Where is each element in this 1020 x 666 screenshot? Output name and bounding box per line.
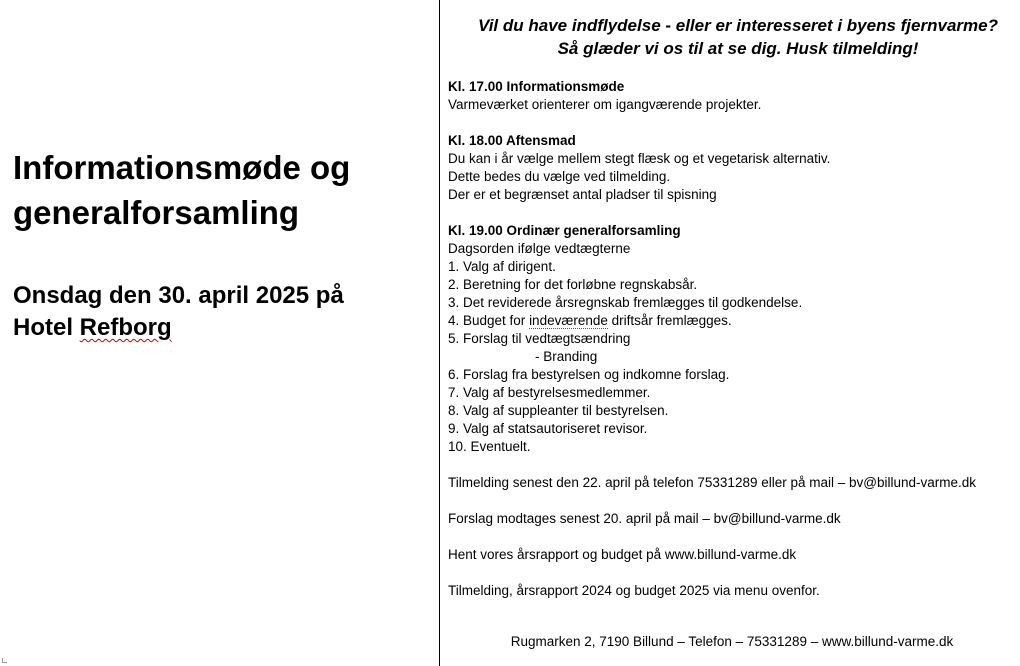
report-note: Hent vores årsrapport og budget på www.billund-varme.dk [448,547,797,562]
agenda-item: 6. Forslag fra bestyrelsen og indkomne forslag. [448,367,730,382]
signup-note: Tilmelding senest den 22. april på telefon 75331289 eller på mail – bv@billund-varme.dk [448,475,977,490]
agenda-item: 1. Valg af dirigent. [448,259,556,274]
info-heading: Kl. 17.00 Informationsmøde [448,79,625,94]
title-line-2: generalforsamling [13,194,300,231]
footer-contact: Rugmarken 2, 7190 Billund – Telefon – 75331289 – www.billund-varme.dk [510,634,954,649]
proposals-note: Forslag modtages senest 20. april på mail – bv@billund-varme.dk [448,511,841,526]
agenda-item: 9. Valg af statsautoriseret revisor. [448,421,648,436]
agenda-item: 7. Valg af bestyrelsesmedlemmer. [448,385,651,400]
menu-note: Tilmelding, årsrapport 2024 og budget 2025 via menu ovenfor. [448,583,820,598]
agenda-4-word: indeværende [529,313,608,328]
agenda-item: 10. Eventuelt. [448,439,531,454]
dinner-line: Du kan i år vælge mellem stegt flæsk og et vegetarisk alternativ. [448,151,831,166]
agenda-item: 2. Beretning for det forløbne regnskabsår. [448,277,698,292]
corner-mark [2,658,7,663]
subtitle-prefix: Hotel [13,314,80,341]
agenda-item: 8. Valg af suppleanter til bestyrelsen. [448,403,669,418]
dinner-line: Der er et begrænset antal pladser til spisning [448,187,717,202]
headline-line-1: Vil du have indflydelse - eller er interesseret i byens fjernvarme? [478,16,998,35]
dinner-heading: Kl. 18.00 Aftensmad [448,133,576,148]
assembly-heading: Kl. 19.00 Ordinær generalforsamling [448,223,681,238]
headline-line-2: Så glæder vi os til at se dig. Husk tilmelding! [557,39,919,58]
dinner-line: Dette bedes du vælge ved tilmelding. [448,169,671,184]
subtitle-line-1: Onsdag den 30. april 2025 på [13,282,344,309]
subtitle-line-2 [13,312,433,344]
event-date-venue [13,280,433,344]
right-panel [440,0,1020,666]
agenda-item [448,312,1016,330]
title-line-1: Informationsmøde og [13,149,351,186]
page-title [13,145,433,235]
info-text: Varmeværket orienterer om igangværende projekter. [448,97,762,112]
venue-name: Refborg [79,314,172,341]
invitation-headline [458,14,1018,60]
agenda-intro: Dagsorden ifølge vedtægterne [448,241,631,256]
agenda-item: 5. Forslag til vedtægtsændring [448,331,631,346]
agenda-4-suffix: driftsår fremlægges. [607,313,732,328]
agenda-4-prefix: 4. Budget for [448,313,530,328]
program-body [448,78,1016,600]
agenda-sub-item: - Branding [535,349,598,364]
left-panel [0,0,439,666]
agenda-item: 3. Det reviderede årsregnskab fremlægges til godkendelse. [448,295,803,310]
